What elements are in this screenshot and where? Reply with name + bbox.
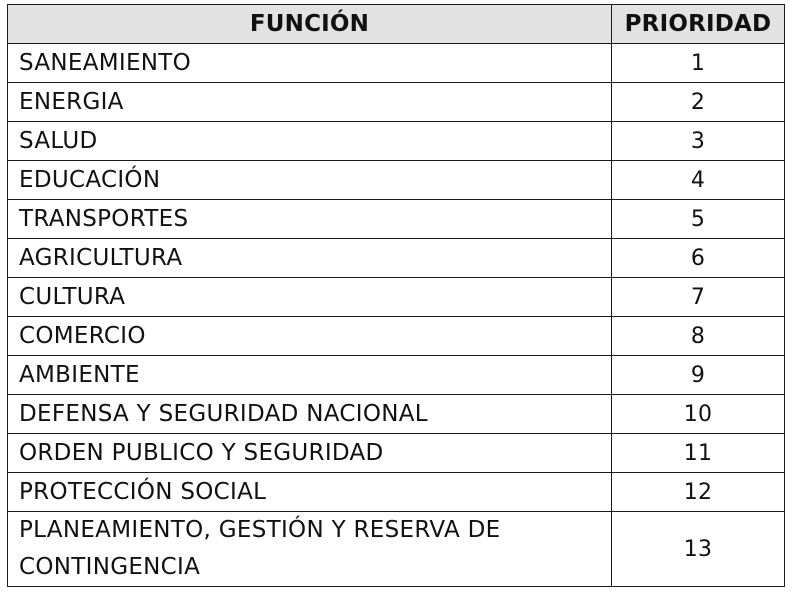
funcion-cell: PLANEAMIENTO, GESTIÓN Y RESERVA DE CONTINGENCIA bbox=[8, 512, 612, 587]
table-row bbox=[8, 512, 785, 587]
table-row bbox=[8, 434, 785, 473]
table-row bbox=[8, 239, 785, 278]
funcion-cell: EDUCACIÓN bbox=[8, 161, 612, 200]
funcion-cell: AGRICULTURA bbox=[8, 239, 612, 278]
header-funcion: FUNCIÓN bbox=[8, 5, 612, 44]
funcion-cell: COMERCIO bbox=[8, 317, 612, 356]
funcion-cell: AMBIENTE bbox=[8, 356, 612, 395]
funcion-cell: PROTECCIÓN SOCIAL bbox=[8, 473, 612, 512]
prioridad-cell: 11 bbox=[612, 434, 785, 473]
table-row bbox=[8, 317, 785, 356]
prioridad-cell: 4 bbox=[612, 161, 785, 200]
prioridad-cell: 5 bbox=[612, 200, 785, 239]
funcion-cell: SALUD bbox=[8, 122, 612, 161]
prioridad-cell: 13 bbox=[612, 512, 785, 587]
funcion-cell: ENERGIA bbox=[8, 83, 612, 122]
funcion-cell: CULTURA bbox=[8, 278, 612, 317]
prioridad-cell: 3 bbox=[612, 122, 785, 161]
funcion-cell: ORDEN PUBLICO Y SEGURIDAD bbox=[8, 434, 612, 473]
prioridad-cell: 12 bbox=[612, 473, 785, 512]
table-body bbox=[8, 44, 785, 587]
table-header bbox=[8, 5, 785, 44]
table-header-row bbox=[8, 5, 785, 44]
header-prioridad: PRIORIDAD bbox=[612, 5, 785, 44]
table-row bbox=[8, 161, 785, 200]
funcion-cell: TRANSPORTES bbox=[8, 200, 612, 239]
table-row bbox=[8, 200, 785, 239]
table-row bbox=[8, 83, 785, 122]
prioridad-cell: 8 bbox=[612, 317, 785, 356]
table-row bbox=[8, 44, 785, 83]
table-row bbox=[8, 473, 785, 512]
prioridad-cell: 6 bbox=[612, 239, 785, 278]
table-row bbox=[8, 278, 785, 317]
priority-table bbox=[7, 4, 785, 587]
prioridad-cell: 7 bbox=[612, 278, 785, 317]
prioridad-cell: 9 bbox=[612, 356, 785, 395]
table-row bbox=[8, 122, 785, 161]
funcion-cell: SANEAMIENTO bbox=[8, 44, 612, 83]
funcion-cell: DEFENSA Y SEGURIDAD NACIONAL bbox=[8, 395, 612, 434]
table-row bbox=[8, 395, 785, 434]
prioridad-cell: 2 bbox=[612, 83, 785, 122]
prioridad-cell: 1 bbox=[612, 44, 785, 83]
prioridad-cell: 10 bbox=[612, 395, 785, 434]
table-row bbox=[8, 356, 785, 395]
